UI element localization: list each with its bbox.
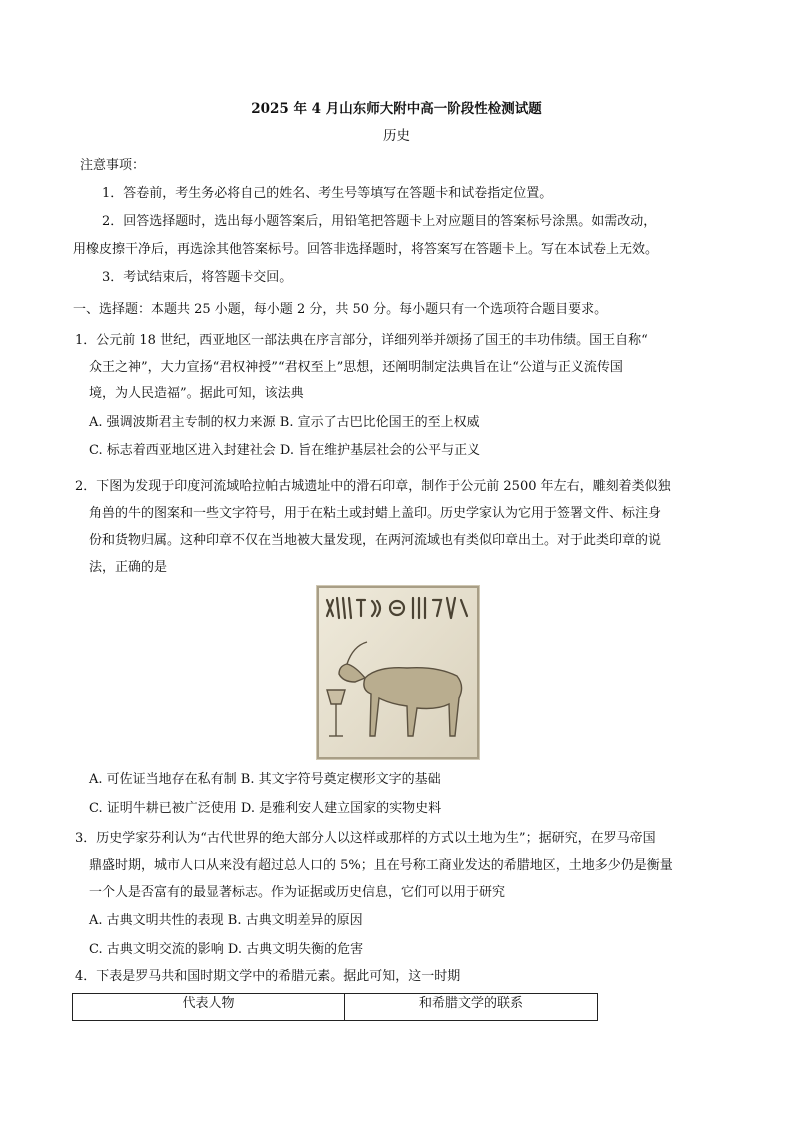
q4-table-header-figure: 代表人物 xyxy=(73,994,345,1021)
exam-subject: 历史 xyxy=(383,128,410,144)
q4-table xyxy=(72,993,598,1021)
q3-options-cd: C. 古典文明交流的影响 D. 古典文明失衡的危害 xyxy=(89,942,364,957)
harappan-seal-image xyxy=(316,585,480,760)
notice-item-2-cont: 用橡皮擦干净后，再选涂其他答案标号。回答非选择题时，将答案写在答题卡上。写在本试卷上无效。 xyxy=(73,242,659,257)
q1-options-cd: C. 标志着西亚地区进入封建社会 D. 旨在维护基层社会的公平与正义 xyxy=(89,443,481,458)
q2-options-ab: A. 可佐证当地存在私有制 B. 其文字符号奠定楔形文字的基础 xyxy=(89,772,441,787)
q1-line-2: 众王之神”，大力宣扬“君权神授”“君权至上”思想，还阐明制定法典旨在让“公道与正义流传国 xyxy=(89,360,623,375)
q2-line-1: 2．下图为发现于印度河流域哈拉帕古城遗址中的滑石印章，制作于公元前 2500 年左右，雕刻着类似独 xyxy=(75,479,671,494)
q2-options-cd: C. 证明牛耕已被广泛使用 D. 是雅利安人建立国家的实物史料 xyxy=(89,801,442,816)
q3-options-ab: A. 古典文明共性的表现 B. 古典文明差异的原因 xyxy=(89,913,363,928)
q4-line-1: 4．下表是罗马共和国时期文学中的希腊元素。据此可知，这一时期 xyxy=(75,969,461,984)
q3-line-2: 鼎盛时期，城市人口从来没有超过总人口的 5%；且在号称工商业发达的希腊地区，土地多少仍是衡量 xyxy=(89,858,673,873)
q2-line-4: 法，正确的是 xyxy=(89,560,168,575)
q1-line-1: 1．公元前 18 世纪，西亚地区一部法典在序言部分，详细列举并颂扬了国王的丰功伟绩。国王自称“ xyxy=(75,333,648,348)
notice-item-3: 3．考试结束后，将答题卡交回。 xyxy=(102,270,293,285)
notice-item-1: 1．答卷前，考生务必将自己的姓名、考生号等填写在答题卡和试卷指定位置。 xyxy=(102,186,553,201)
exam-title: 2025 年 4 月山东师大附中高一阶段性检测试题 xyxy=(251,101,542,117)
q1-options-ab: A. 强调波斯君主专制的权力来源 B. 宣示了古巴比伦国王的至上权威 xyxy=(89,415,480,430)
notice-item-2: 2．回答选择题时，选出每小题答案后，用铅笔把答题卡上对应题目的答案标号涂黑。如需改动， xyxy=(102,214,657,229)
q3-line-1: 3．历史学家芬利认为“古代世界的绝大部分人以这样或那样的方式以土地为生”；据研究，在罗马帝国 xyxy=(75,831,656,846)
q2-line-2: 角兽的牛的图案和一些文字符号，用于在粘土或封蜡上盖印。历史学家认为它用于签署文件、标注身 xyxy=(89,506,662,521)
notice-heading: 注意事项： xyxy=(80,158,146,173)
q4-table-header-link: 和希腊文学的联系 xyxy=(345,994,598,1021)
q2-line-3: 份和货物归属。这种印章不仅在当地被大量发现，在两河流域也有类似印章出土。对于此类印章的说 xyxy=(89,533,662,548)
q3-line-3: 一个人是否富有的最显著标志。作为证据或历史信息，它们可以用于研究 xyxy=(89,885,506,900)
q1-line-3: 境，为人民造福”。据此可知，该法典 xyxy=(89,386,304,401)
section-heading: 一、选择题：本题共 25 小题，每小题 2 分，共 50 分。每小题只有一个选项符合题目要求。 xyxy=(73,302,608,317)
